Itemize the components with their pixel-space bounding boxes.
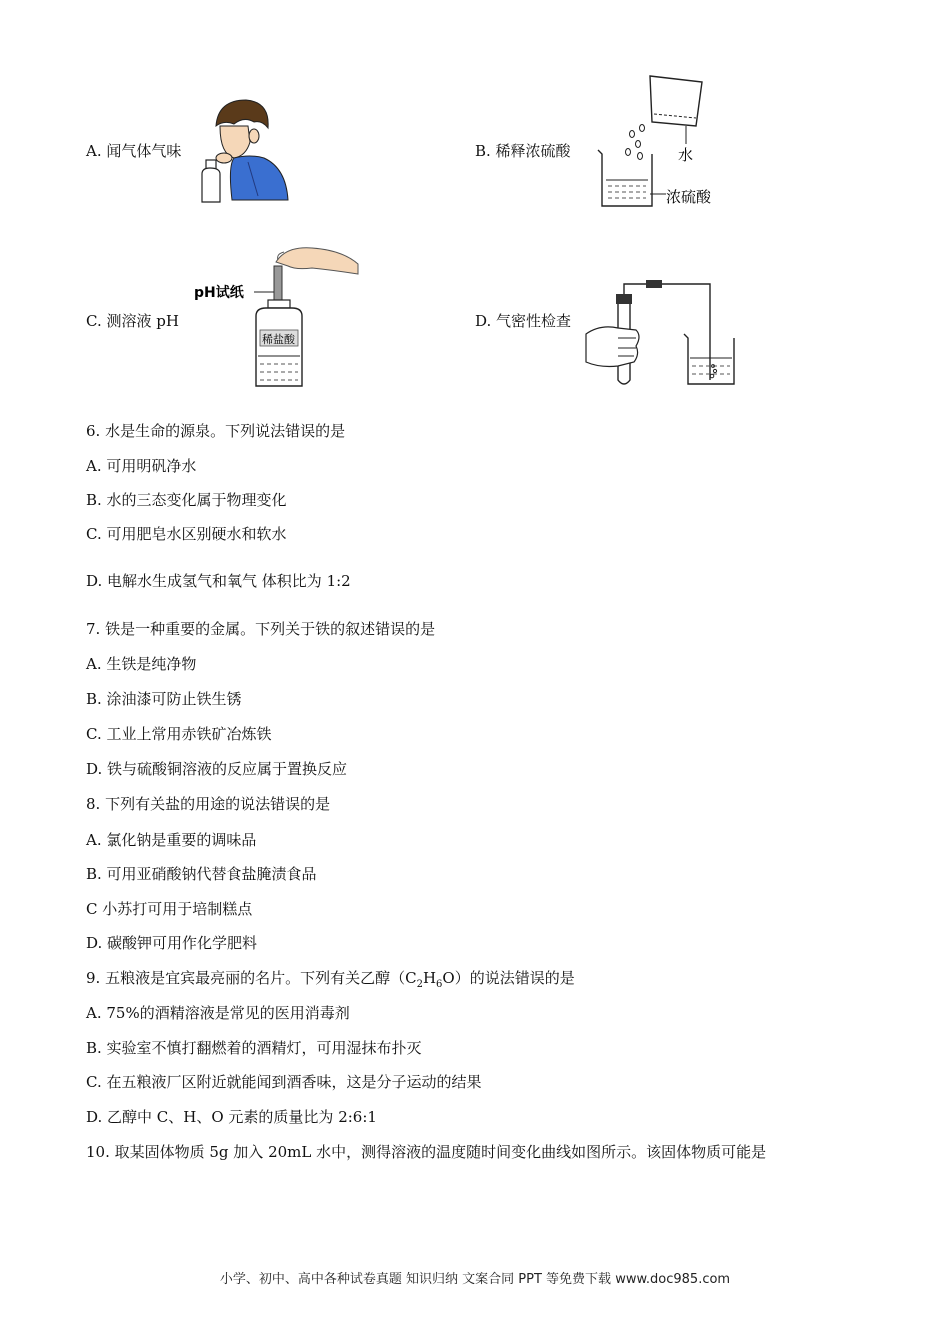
q9-h: H: [422, 969, 437, 987]
smell-gas-figure: [198, 96, 290, 206]
q6-option-b: B. 水的三态变化属于物理变化: [86, 491, 287, 509]
concentrated-acid-label: 浓硫酸: [666, 188, 712, 206]
q6-stem: 6. 水是生命的源泉。下列说法错误的是: [86, 422, 346, 440]
q9-stem: [86, 968, 575, 995]
ph-test-figure: [192, 240, 362, 390]
q8-stem: 8. 下列有关盐的用途的说法错误的是: [86, 795, 331, 813]
q7-option-b: B. 涂油漆可防止铁生锈: [86, 690, 242, 708]
page-footer: 小学、初中、高中各种试卷真题 知识归纳 文案合同 PPT 等免费下载 www.doc985.com: [219, 1272, 731, 1287]
q8-option-b: B. 可用亚硝酸钠代替食盐腌渍食品: [86, 865, 317, 883]
q9-stem-suffix: O）的说法错误的是: [442, 969, 575, 987]
q7-option-a: A. 生铁是纯净物: [86, 655, 197, 673]
q7-stem: 7. 铁是一种重要的金属。下列关于铁的叙述错误的是: [86, 620, 436, 638]
q9-option-c: C. 在五粮液厂区附近就能闻到酒香味，这是分子运动的结果: [86, 1073, 482, 1091]
q8-option-a: A. 氯化钠是重要的调味品: [86, 831, 257, 849]
q9-sub-2: 2: [416, 979, 423, 990]
dilute-acid-figure: [592, 72, 732, 212]
q5-option-b: B. 稀释浓硫酸: [475, 142, 571, 160]
q9-option-b: B. 实验室不慎打翻燃着的酒精灯，可用湿抹布扑灭: [86, 1039, 422, 1057]
q9-stem-prefix: 9. 五粮液是宜宾最亮丽的名片。下列有关乙醇（C: [86, 969, 417, 987]
q8-option-d: D. 碳酸钾可用作化学肥料: [86, 934, 258, 952]
q6-option-d: D. 电解水生成氢气和氧气 体积比为 1:2: [86, 572, 351, 590]
q6-option-a: A. 可用明矾净水: [86, 457, 197, 475]
q5-option-d: D. 气密性检查: [475, 312, 572, 330]
q9-option-d: D. 乙醇中 C、H、O 元素的质量比为 2:6:1: [86, 1108, 377, 1126]
q5-option-c: C. 测溶液 pH: [86, 312, 179, 330]
q9-option-a: A. 75%的酒精溶液是常见的医用消毒剂: [86, 1004, 350, 1022]
q8-option-c: C 小苏打可用于培制糕点: [86, 900, 253, 918]
q7-option-d: D. 铁与硫酸铜溶液的反应属于置换反应: [86, 760, 348, 778]
q9-sub-6: 6: [436, 979, 443, 990]
q5-option-a: A. 闻气体气味: [86, 142, 182, 160]
airtightness-figure: [584, 276, 744, 390]
q6-option-c: C. 可用肥皂水区别硬水和软水: [86, 525, 287, 543]
dilute-hcl-label: 稀盐酸: [262, 333, 295, 346]
q10-stem: 10. 取某固体物质 5g 加入 20mL 水中，测得溶液的温度随时间变化曲线如图所示。该固体物质可能是: [86, 1143, 767, 1161]
ph-paper-label: pH试纸: [194, 285, 244, 301]
q7-option-c: C. 工业上常用赤铁矿冶炼铁: [86, 725, 272, 743]
water-label: 水: [678, 146, 694, 164]
